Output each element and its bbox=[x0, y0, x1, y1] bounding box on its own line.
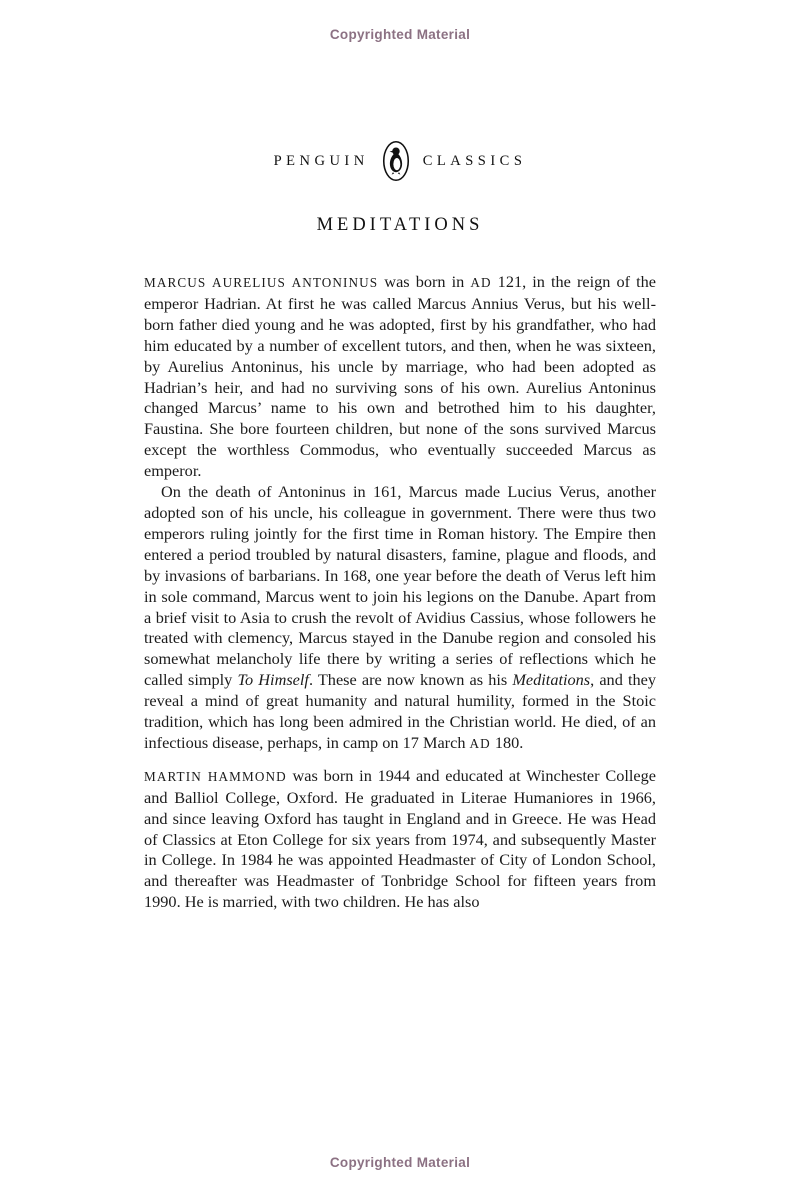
text-segment: , and they reveal a mind of great humanity and natural humility, formed in the Stoic tradition, which has long been admired in the Christian world. He died, of an infectious disease, perhaps, in camp on 17 March bbox=[144, 670, 656, 752]
text-segment: To Himself bbox=[237, 670, 309, 690]
paragraph bbox=[144, 272, 656, 482]
brand-name-classics: CLASSICS bbox=[422, 152, 527, 169]
text-segment: . These are now known as his bbox=[308, 670, 513, 690]
text-segment: AD bbox=[469, 735, 491, 751]
text-segment: MARTIN HAMMOND bbox=[144, 768, 287, 784]
text-segment: Meditations bbox=[512, 670, 591, 690]
publisher-brand-row bbox=[0, 140, 800, 182]
text-segment: On the death of Antoninus in 161, Marcus made Lucius Verus, another adopted son of his uncle, his colleague in government. There were thus two emperors ruling jointly for the first time in Roman history. The Empire then entered a period troubled by natural disasters, famine, plague and floods, and by invasions of barbarians. In 168, one year before the death of Verus left him in sole command, Marcus went to join his legions on the Danube. Apart from a brief visit to Asia to crush the revolt of Avidius Cassius, whose followers he treated with clemency, Marcus stayed in the Danube region and consoled his somewhat melancholy life there by writing a series of reflections which he called simply bbox=[144, 482, 656, 690]
copyright-notice-bottom: Copyrighted Material bbox=[329, 1155, 471, 1170]
body-text bbox=[144, 272, 656, 913]
text-segment: was born in bbox=[378, 272, 471, 291]
paragraph bbox=[144, 482, 656, 755]
page-title: MEDITATIONS bbox=[316, 215, 484, 235]
text-segment: MARCUS AURELIUS ANTONINUS bbox=[144, 275, 379, 290]
text-segment: 121, in the reign of the emperor Hadrian. At first he was called Marcus Annius Verus, but his well-born father died young and he was adopted, first by his grandfather, who had him educated by a number of excellent tutors, and then, when he was sixteen, by Aurelius Antoninus, his uncle by marriage, who had been adopted as Hadrian’s heir, and had no surviving sons of his own. Aurelius Antoninus changed Marcus’ name to his own and betrothed him to his daughter, Faustina. She bore fourteen children, but none of the sons survived Marcus except the worthless Commodus, who eventually succeeded Marcus as emperor. bbox=[144, 272, 656, 481]
text-segment: was born in 1944 and educated at Winchester College and Balliol College, Oxford. He graduated in Literae Humaniores in 1966, and since leaving Oxford has taught in England and in Greece. He was Head of Classics at Eton College for six years from 1974, and subsequently Master in College. In 1984 he was appointed Headmaster of City of London School, and thereafter was Headmaster of Tonbridge School for fifteen years from 1990. He is married, with two children. He has also bbox=[144, 765, 656, 912]
brand-name-penguin: PENGUIN bbox=[273, 152, 369, 169]
text-segment: 180. bbox=[490, 732, 524, 752]
copyright-notice-top: Copyrighted Material bbox=[329, 27, 471, 42]
penguin-logo-icon bbox=[382, 140, 410, 182]
paragraph bbox=[144, 766, 656, 913]
text-segment: AD bbox=[470, 275, 492, 290]
